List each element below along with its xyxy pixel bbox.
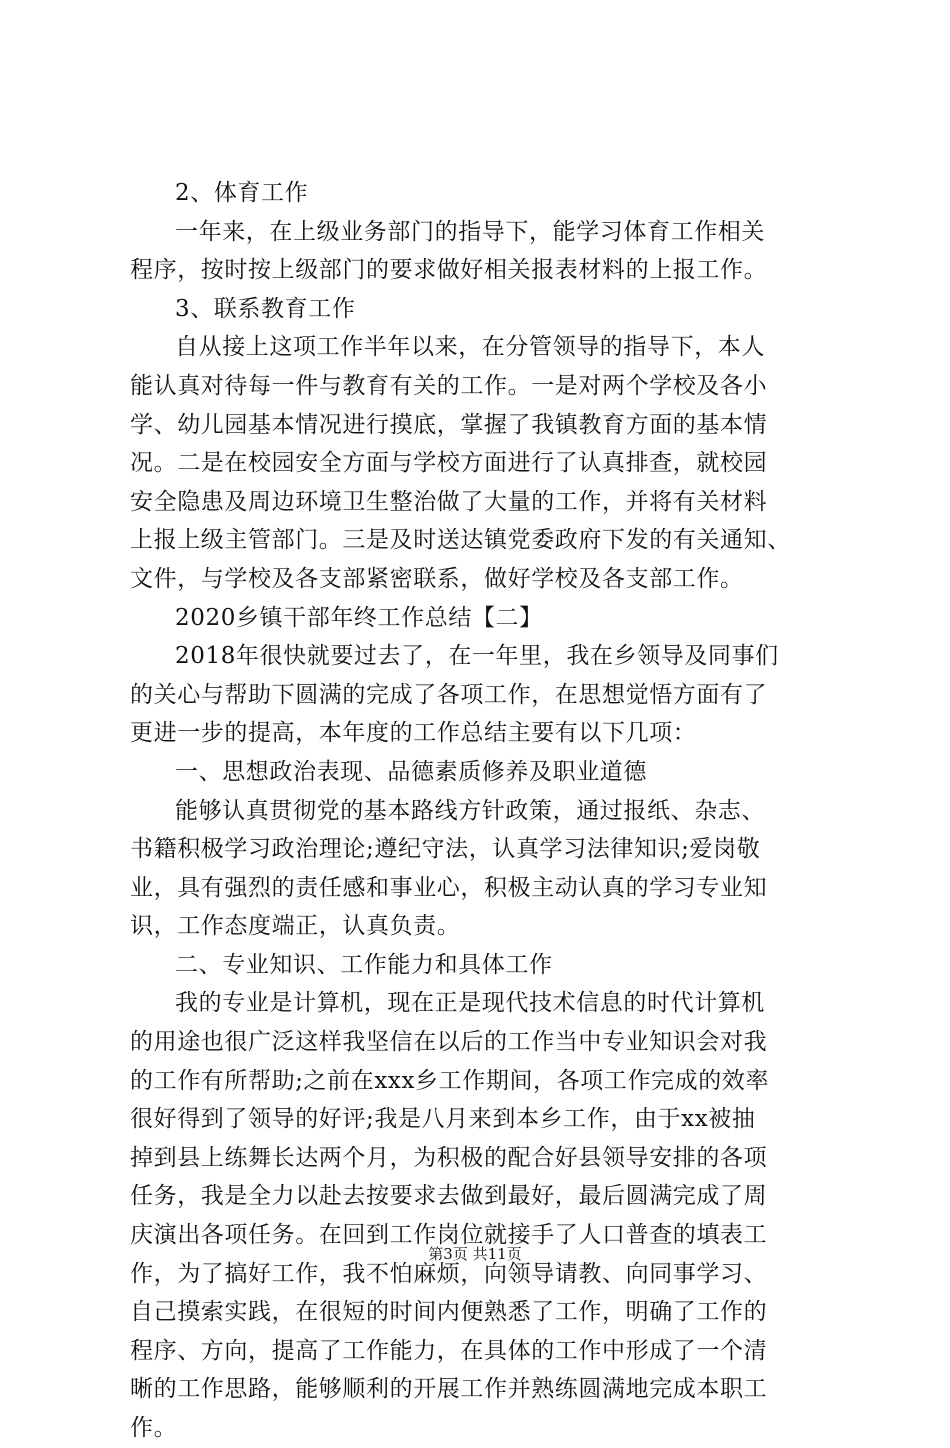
text-line: 书籍积极学习政治理论;遵纪守法，认真学习法律知识;爱岗敬: [130, 836, 761, 863]
text-line: 2018年很快就要过去了，在一年里，我在乡领导及同事们: [175, 643, 779, 670]
text-line: 自从接上这项工作半年以来，在分管领导的指导下，本人: [175, 334, 765, 361]
text-line: 作，为了搞好工作，我不怕麻烦，向领导请教、向同事学习、: [130, 1260, 768, 1287]
text-line: 3、联系教育工作: [175, 295, 356, 322]
text-line: 一年来，在上级业务部门的指导下，能学习体育工作相关: [175, 218, 765, 245]
text-line: 我的专业是计算机，现在正是现代技术信息的时代计算机: [175, 990, 765, 1017]
text-line: 掉到县上练舞长达两个月，为积极的配合好县领导安排的各项: [130, 1144, 768, 1171]
text-line: 的关心与帮助下圆满的完成了各项工作，在思想觉悟方面有了: [130, 681, 768, 708]
page-footer: 第3页 共11页: [428, 1245, 522, 1263]
text-line: 的用途也很广泛这样我坚信在以后的工作当中专业知识会对我: [130, 1029, 768, 1056]
text-line: 任务，我是全力以赴去按要求去做到最好，最后圆满完成了周: [130, 1183, 768, 1210]
text-line: 晰的工作思路，能够顺利的开展工作并熟练圆满地完成本职工: [130, 1376, 768, 1403]
text-line: 庆演出各项任务。在回到工作岗位就接手了人口普查的填表工: [130, 1222, 768, 1249]
text-line: 文件，与学校及各支部紧密联系，做好学校及各支部工作。: [130, 565, 744, 592]
text-line: 况。二是在校园安全方面与学校方面进行了认真排查，就校园: [130, 450, 768, 477]
text-line: 业，具有强烈的责任感和事业心，积极主动认真的学习专业知: [130, 874, 768, 901]
text-line: 一、思想政治表现、品德素质修养及职业道德: [175, 758, 647, 785]
text-line: 作。: [130, 1415, 178, 1441]
text-line: 程序，按时按上级部门的要求做好相关报表材料的上报工作。: [130, 257, 768, 284]
text-line: 2、体育工作: [175, 180, 309, 206]
text-line: 自己摸索实践，在很短的时间内便熟悉了工作，明确了工作的: [130, 1299, 768, 1326]
text-line: 上报上级主管部门。三是及时送达镇党委政府下发的有关通知、: [130, 527, 791, 554]
text-line: 识，工作态度端正，认真负责。: [130, 913, 461, 940]
text-line: 能认真对待每一件与教育有关的工作。一是对两个学校及各小: [130, 372, 768, 399]
text-line: 能够认真贯彻党的基本路线方针政策，通过报纸、杂志、: [175, 797, 765, 824]
text-line: 的工作有所帮助;之前在xxx乡工作期间，各项工作完成的效率: [130, 1067, 770, 1094]
text-line: 学、幼儿园基本情况进行摸底，掌握了我镇教育方面的基本情: [130, 411, 768, 438]
text-line: 二、专业知识、工作能力和具体工作: [175, 951, 553, 978]
text-line: 2020乡镇干部年终工作总结【二】: [175, 604, 543, 631]
text-line: 更进一步的提高，本年度的工作总结主要有以下几项：: [130, 720, 697, 747]
text-line: 安全隐患及周边环境卫生整治做了大量的工作，并将有关材料: [130, 488, 768, 515]
text-line: 很好得到了领导的好评;我是八月来到本乡工作，由于xx被抽: [130, 1106, 756, 1133]
text-line: 程序、方向，提高了工作能力，在具体的工作中形成了一个清: [130, 1337, 768, 1364]
